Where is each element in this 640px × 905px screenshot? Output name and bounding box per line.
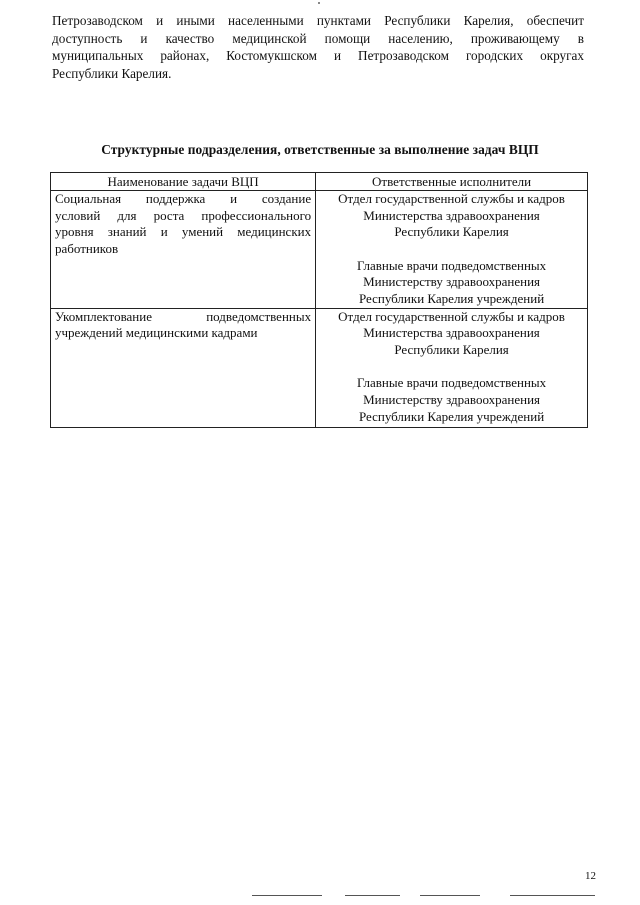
intro-line: Республики Карелия. bbox=[52, 65, 172, 81]
footer-rule bbox=[420, 895, 480, 896]
task-line: работников bbox=[55, 240, 119, 256]
table-row bbox=[51, 308, 588, 427]
footer-rule bbox=[252, 895, 322, 896]
spacer bbox=[320, 241, 583, 258]
executor-line: Главные врачи подведомственных bbox=[356, 375, 547, 391]
footer-rule bbox=[510, 895, 595, 896]
spacer bbox=[320, 358, 583, 375]
table-row bbox=[51, 191, 588, 309]
executor-line: Главные врачи подведомственных bbox=[356, 257, 547, 273]
footer-rule bbox=[345, 895, 400, 896]
executor-line: Республики Карелия bbox=[394, 341, 509, 357]
executor-line: Министерства здравоохранения bbox=[363, 325, 540, 341]
executor-line: Отдел государственной службы и кадров bbox=[338, 308, 565, 324]
task-cell bbox=[51, 308, 316, 427]
executors-cell bbox=[316, 308, 588, 427]
section-title: Структурные подразделения, ответственные за выполнение задач ВЦП bbox=[101, 142, 539, 157]
task-cell bbox=[51, 191, 316, 309]
table-header-row bbox=[51, 173, 588, 191]
executor-line: Республики Карелия bbox=[394, 224, 509, 240]
responsibility-table bbox=[50, 172, 588, 428]
executor-line: Отдел государственной службы и кадров bbox=[338, 191, 565, 206]
executor-line: Министерства здравоохранения bbox=[363, 207, 540, 223]
header-executors: Ответственные исполнители bbox=[316, 173, 588, 191]
executor-line: Республики Карелия учреждений bbox=[358, 408, 545, 424]
header-task-name: Наименование задачи ВЦП bbox=[51, 173, 316, 191]
task-line: Социальная поддержка и создание bbox=[55, 191, 312, 206]
task-line: уровня знаний и умений медицинских bbox=[55, 224, 312, 240]
task-line: учреждений медицинскими кадрами bbox=[55, 325, 258, 341]
intro-paragraph bbox=[52, 12, 584, 82]
executors-cell bbox=[316, 191, 588, 309]
task-line: условий для роста профессионального bbox=[55, 207, 312, 223]
executor-line: Министерству здравоохранения bbox=[363, 391, 541, 407]
intro-line: доступность и качество медицинской помощи населению, проживающему в bbox=[52, 30, 584, 46]
intro-line: Петрозаводском и иными населенными пунктами Республики Карелия, обеспечит bbox=[52, 13, 584, 28]
page-number: 12 bbox=[585, 870, 596, 882]
executor-line: Республики Карелия учреждений bbox=[358, 290, 545, 306]
task-line: Укомплектование подведомственных bbox=[55, 308, 312, 324]
scan-artifact-dot bbox=[318, 2, 320, 4]
intro-line: муниципальных районах, Костомукшском и Петрозаводском городских округах bbox=[52, 48, 584, 64]
executor-line: Министерству здравоохранения bbox=[363, 274, 541, 290]
